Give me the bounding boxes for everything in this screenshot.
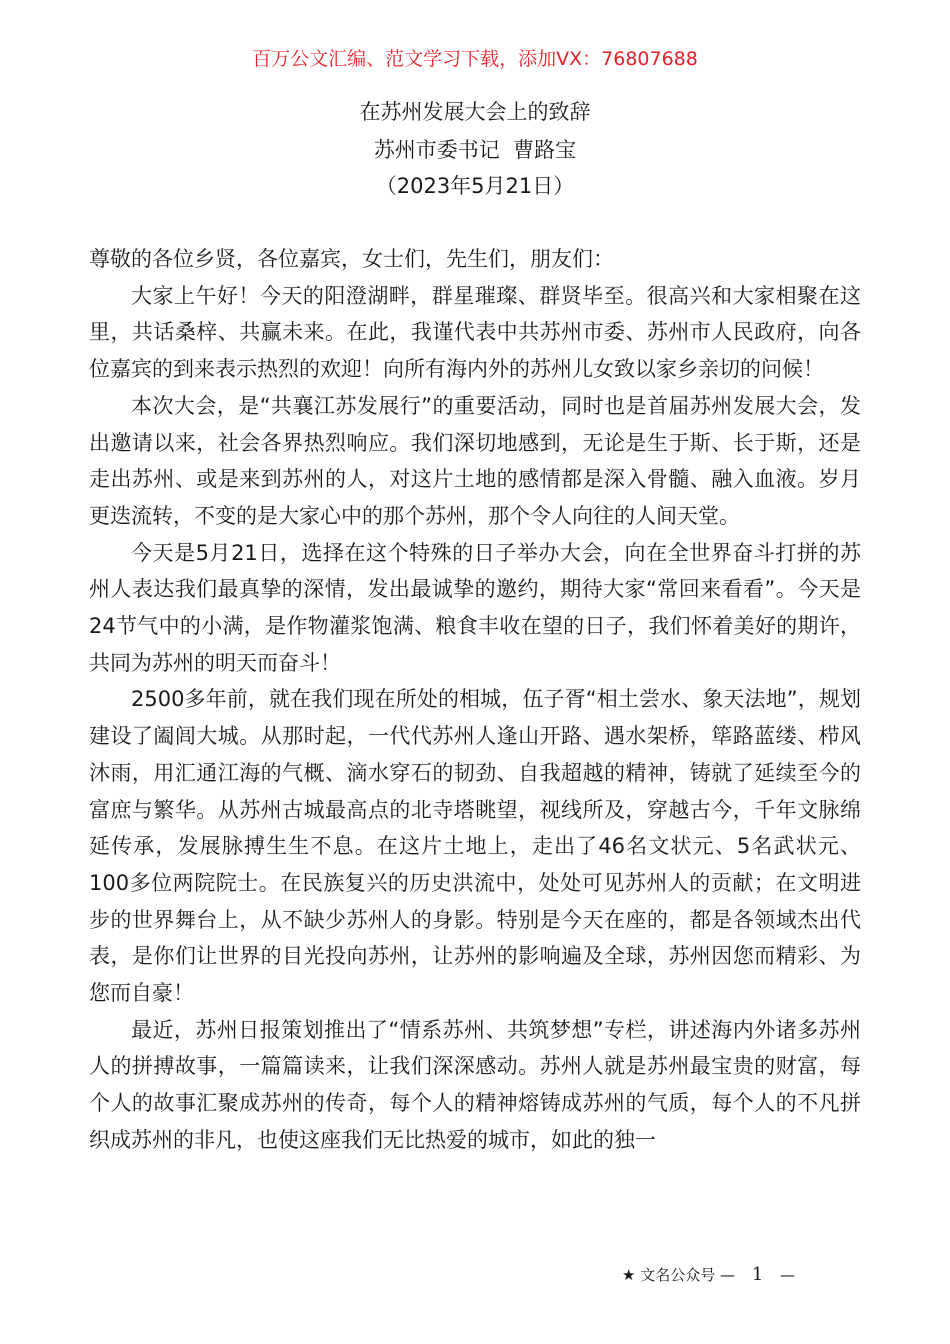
speech-body <box>89 241 861 1159</box>
speaker-line: 苏州市委书记 曹路宝 <box>373 138 577 162</box>
footer-dash-left: — <box>720 1266 736 1284</box>
footer-dash-right: — <box>780 1266 796 1284</box>
salutation: 尊敬的各位乡贤，各位嘉宾，女士们，先生们，朋友们： <box>89 247 614 271</box>
header-ad-note: 百万公文汇编、范文学习下载，添加VX：76807688 <box>252 48 698 70</box>
page-footer <box>622 1264 862 1286</box>
paragraph: 大家上午好！今天的阳澄湖畔，群星璀璨、群贤毕至。很高兴和大家相聚在这里，共话桑梓、共赢未来。在此，我谨代表中共苏州市委、苏州市人民政府，向各位嘉宾的到来表示热烈的欢迎！向所有海内外的苏州儿女致以家乡亲切的问候！ <box>89 283 861 382</box>
paragraph: 2500多年前，就在我们现在所处的相城，伍子胥“相土尝水、象天法地”，规划建设了阖闾大城。从那时起，一代代苏州人逢山开路、遇水架桥，筚路蓝缕、栉风沐雨，用汇通江海的气概、滴水穿石的韧劲、自我超越的精神，铸就了延续至今的富庶与繁华。从苏州古城最高点的北寺塔眺望，视线所及，穿越古今，千年文脉绵延传承，发展脉搏生生不息。在这片土地上，走出了46名文状元、5名武状元、100多位两院院士。在民族复兴的历史洪流中，处处可见苏州人的贡献；在文明进步的世界舞台上，从不缺少苏州人的身影。特别是今天在座的，都是各领域杰出代表，是你们让世界的目光投向苏州，让苏州的影响遍及全球，苏州因您而精彩、为您而自豪！ <box>89 687 861 1006</box>
paragraph: 今天是5月21日，选择在这个特殊的日子举办大会，向在全世界奋斗打拼的苏州人表达我们最真挚的深情，发出最诚挚的邀约，期待大家“常回来看看”。今天是24节气中的小满，是作物灌浆饱满、粮食丰收在望的日子，我们怀着美好的期许，共同为苏州的明天而奋斗！ <box>89 540 861 675</box>
page-title: 在苏州发展大会上的致辞 <box>359 100 591 124</box>
page-number: 1 <box>751 1264 764 1285</box>
paragraph: 最近，苏州日报策划推出了“情系苏州、共筑梦想”专栏，讲述海内外诸多苏州人的拼搏故事，一篇篇读来，让我们深深感动。苏州人就是苏州最宝贵的财富，每个人的故事汇聚成苏州的传奇，每个人的精神熔铸成苏州的气质，每个人的不凡拼织成苏州的非凡，也使这座我们无比热爱的城市，如此的独一 <box>89 1017 861 1152</box>
star-icon: ★ <box>622 1266 636 1284</box>
paragraph: 本次大会，是“共襄江苏发展行”的重要活动，同时也是首届苏州发展大会，发出邀请以来，社会各界热烈响应。我们深切地感到，无论是生于斯、长于斯，还是走出苏州、或是来到苏州的人，对这片土地的感情都是深入骨髓、融入血液。岁月更迭流转，不变的是大家心中的那个苏州，那个令人向往的人间天堂。 <box>89 393 861 528</box>
footer-source: 文名公众号 <box>640 1266 716 1284</box>
date-line: （2023年5月21日） <box>375 174 575 198</box>
